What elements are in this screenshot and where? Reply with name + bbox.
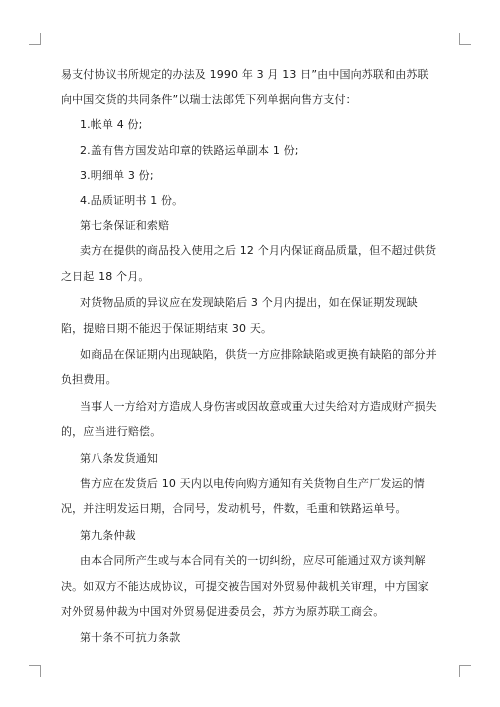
list-item-invoice: 1.帐单 4 份; bbox=[80, 118, 143, 132]
paragraph-warranty-period: 卖方在提供的商品投入使用之后 12 个月内保证商品质量，但不超过供货之日起 18 个月。 bbox=[61, 244, 437, 283]
paragraph-shipping-notice: 售方应在发货后 10 天内以电传向购方通知有关货物自生产厂发运的情况，并注明发运日期，合同号，发动机号，件数，毛重和铁路运单号。 bbox=[61, 477, 425, 516]
list-item-railway-bill: 2.盖有售方国发站印章的铁路运单副本 1 份; bbox=[80, 143, 299, 157]
paragraph-compensation: 当事人一方给对方造成人身伤害或因故意或重大过失给对方造成财产损失的，应当进行赔偿。 bbox=[61, 400, 437, 439]
crop-mark-bottom-left bbox=[29, 665, 41, 677]
crop-mark-top-right bbox=[459, 33, 471, 45]
section-heading-article-8: 第八条发货通知 bbox=[80, 452, 159, 466]
paragraph-defect-remedy: 如商品在保证期内出现缺陷，供货一方应排除缺陷或更换有缺陷的部分并负担费用。 bbox=[61, 348, 437, 387]
crop-mark-bottom-right bbox=[459, 665, 471, 677]
paragraph-quality-objection: 对货物品质的异议应在发现缺陷后 3 个月内提出，如在保证期发现缺陷，提赔日期不能迟于保证期结束 30 天。 bbox=[61, 296, 418, 335]
crop-mark-top-left bbox=[29, 33, 41, 45]
list-item-detail-list: 3.明细单 3 份; bbox=[80, 168, 154, 182]
section-heading-article-10: 第十条不可抗力条款 bbox=[80, 631, 181, 645]
list-item-quality-certificate: 4.品质证明书 1 份。 bbox=[80, 194, 184, 208]
section-heading-article-9: 第九条仲裁 bbox=[80, 529, 136, 543]
document-body bbox=[61, 62, 437, 651]
section-heading-article-7: 第七条保证和索赔 bbox=[80, 219, 170, 233]
paragraph-arbitration: 由本合同所产生或与本合同有关的一切纠纷，应尽可能通过双方谈判解决。如双方不能达成协议，可提交被告国对外贸易仲裁机关审理，中方国家对外贸易仲裁为中国对外贸易促进委员会，苏方为原苏联工商会。 bbox=[61, 554, 429, 618]
paragraph-payment-intro: 易支付协议书所规定的办法及 1990 年 3 月 13 日”由中国向苏联和由苏联向中国交货的共同条件”以瑞士法郎凭下列单据向售方支付： bbox=[61, 68, 429, 107]
